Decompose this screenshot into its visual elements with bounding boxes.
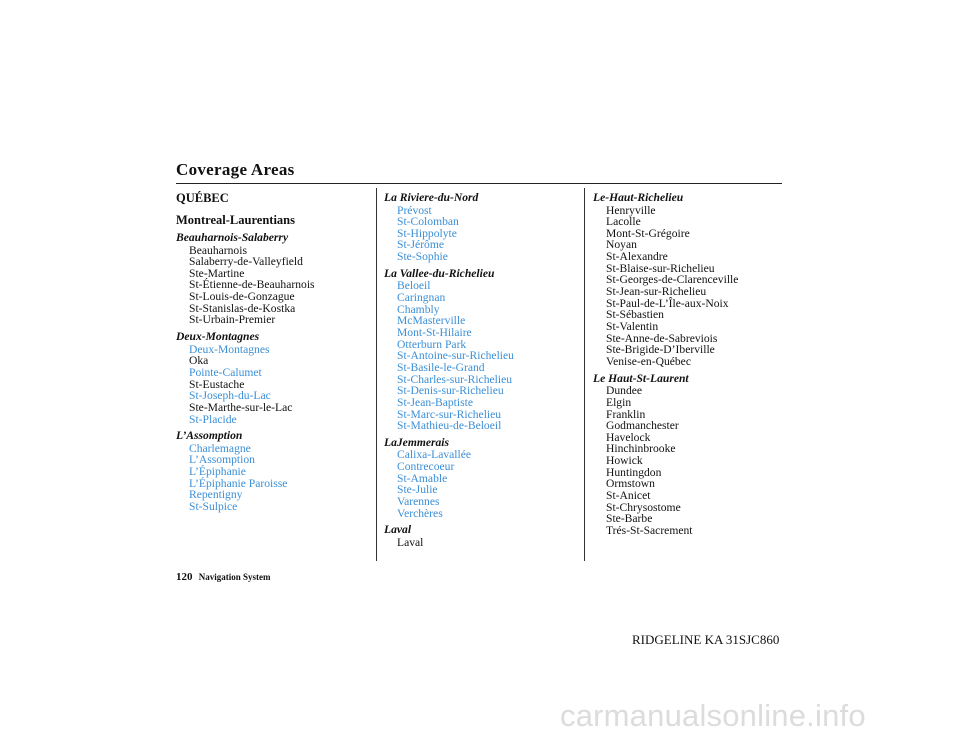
- area-item: St-Louis-de-Gonzague: [189, 290, 295, 304]
- area-link[interactable]: Contrecoeur: [397, 459, 455, 473]
- area-group: [384, 437, 574, 519]
- area-group: [384, 192, 574, 263]
- area-list: [384, 280, 574, 432]
- region-heading: Montreal-Laurentians: [176, 213, 295, 227]
- area-item: Ste-Anne-de-Sabreviois: [606, 331, 718, 345]
- area-link[interactable]: St-Joseph-du-Lac: [189, 389, 271, 403]
- area-list: [384, 449, 574, 519]
- area-item: Ste-Brigide-D’Iberville: [606, 343, 715, 357]
- area-group: [384, 524, 574, 548]
- area-item: Huntingdon: [606, 465, 662, 479]
- area-link[interactable]: Pointe-Calumet: [189, 365, 262, 379]
- area-link[interactable]: St-Denis-sur-Richelieu: [397, 384, 504, 398]
- title-divider: [176, 183, 782, 184]
- area-item: Mont-St-Grégoire: [606, 226, 690, 240]
- area-group-heading: Beauharnois-Salaberry: [176, 231, 289, 244]
- area-group-heading: La Riviere-du-Nord: [384, 191, 479, 204]
- area-group: [176, 430, 366, 512]
- area-link[interactable]: St-Colomban: [397, 215, 459, 229]
- column-divider: [584, 188, 585, 561]
- area-link[interactable]: Caringnan: [397, 290, 446, 304]
- area-link[interactable]: Beloeil: [397, 279, 431, 293]
- area-group: [384, 268, 574, 432]
- area-item: St-Eustache: [189, 377, 245, 391]
- area-item: Ste-Barbe: [606, 512, 653, 526]
- area-link[interactable]: St-Sulpice: [189, 499, 238, 513]
- area-link[interactable]: St-Hippolyte: [397, 226, 457, 240]
- area-group: [593, 192, 783, 368]
- area-group-heading: Le Haut-St-Laurent: [593, 371, 689, 385]
- area-link[interactable]: L’Assomption: [189, 453, 255, 467]
- footer-section-label: Navigation System: [198, 572, 271, 582]
- area-link[interactable]: Varennes: [397, 494, 440, 508]
- area-link[interactable]: Calixa-Lavallée: [397, 448, 472, 462]
- area-list: [384, 537, 574, 549]
- area-item: Hinchinbrooke: [606, 442, 676, 456]
- area-link[interactable]: St-Marc-sur-Richelieu: [397, 407, 502, 421]
- area-item: Lacolle: [606, 215, 641, 229]
- area-list: [176, 443, 366, 513]
- area-item: St-Anicet: [606, 489, 651, 503]
- area-group-heading: Le-Haut-Richelieu: [593, 191, 684, 204]
- area-link[interactable]: Ste-Julie: [397, 483, 438, 497]
- area-link[interactable]: Mont-St-Hilaire: [397, 325, 472, 339]
- area-group: [593, 373, 783, 537]
- area-item: St-Sébastien: [606, 308, 664, 322]
- area-group-heading: La Vallee-du-Richelieu: [384, 266, 495, 280]
- area-item: Ormstown: [606, 477, 655, 491]
- area-item: Ste-Martine: [189, 266, 245, 280]
- area-list: [176, 344, 366, 426]
- area-list: [384, 205, 574, 263]
- area-link[interactable]: St-Jérôme: [397, 238, 445, 252]
- document-code: RIDGELINE KA 31SJC860: [632, 632, 780, 647]
- area-item: Salaberry-de-Valleyfield: [189, 255, 303, 269]
- area-item: Henryville: [606, 203, 656, 217]
- area-link[interactable]: L’Épiphanie: [189, 465, 246, 478]
- area-group-heading: Laval: [384, 523, 412, 537]
- area-item: Laval: [397, 535, 424, 549]
- column-1: [176, 192, 366, 518]
- area-link[interactable]: St-Amable: [397, 471, 448, 485]
- area-item: Havelock: [606, 430, 651, 444]
- area-group-heading: Deux-Montagnes: [176, 330, 260, 344]
- area-link[interactable]: St-Placide: [189, 412, 237, 426]
- area-item: St-Urbain-Premier: [189, 313, 276, 327]
- area-item: Ste-Marthe-sur-le-Lac: [189, 400, 293, 414]
- area-item: St-Étienne-de-Beauharnois: [189, 278, 315, 292]
- area-link[interactable]: Chambly: [397, 302, 440, 316]
- area-link[interactable]: St-Jean-Baptiste: [397, 395, 473, 409]
- column-divider: [376, 188, 377, 561]
- area-link[interactable]: Otterburn Park: [397, 337, 467, 351]
- area-group: [176, 331, 366, 425]
- area-item: St-Blaise-sur-Richelieu: [606, 261, 715, 275]
- column-3: [593, 192, 783, 542]
- area-item: Howick: [606, 454, 643, 468]
- page-title: Coverage Areas: [176, 160, 295, 179]
- area-link[interactable]: Deux-Montagnes: [189, 342, 270, 356]
- page-number: 120: [176, 571, 193, 583]
- area-link[interactable]: McMasterville: [397, 314, 466, 328]
- area-item: Elgin: [606, 395, 632, 409]
- area-group: [176, 232, 366, 326]
- area-item: St-Stanislas-de-Kostka: [189, 301, 296, 315]
- area-list: [593, 385, 783, 537]
- province-heading: QUÉBEC: [176, 191, 229, 205]
- area-link[interactable]: Ste-Sophie: [397, 250, 448, 264]
- watermark-text: carmanualsonline.info: [560, 698, 866, 733]
- area-link[interactable]: St-Basile-le-Grand: [397, 360, 485, 374]
- column-2: [384, 192, 574, 553]
- area-item: Noyan: [606, 238, 637, 252]
- area-item: Venise-en-Québec: [606, 355, 691, 369]
- area-link[interactable]: St-Mathieu-de-Beloeil: [397, 419, 502, 433]
- area-link[interactable]: Repentigny: [189, 488, 243, 502]
- area-item: Oka: [189, 354, 209, 368]
- area-link[interactable]: Prévost: [397, 203, 432, 217]
- area-item: St-Paul-de-L’Île-aux-Noix: [606, 296, 729, 310]
- area-link[interactable]: Verchères: [397, 506, 443, 520]
- page-footer: [176, 571, 271, 583]
- area-list: [176, 245, 366, 327]
- area-item: Trés-St-Sacrement: [606, 524, 693, 538]
- area-item: Franklin: [606, 407, 646, 421]
- area-group-heading: LaJemmerais: [384, 435, 450, 449]
- area-item: Dundee: [606, 384, 643, 398]
- area-link[interactable]: St-Charles-sur-Richelieu: [397, 372, 513, 386]
- area-item: St-Jean-sur-Richelieu: [606, 285, 707, 299]
- area-item: Godmanchester: [606, 419, 679, 433]
- area-item: St-Valentin: [606, 320, 659, 334]
- area-link[interactable]: St-Antoine-sur-Richelieu: [397, 349, 514, 363]
- area-item: Beauharnois: [189, 243, 247, 257]
- area-link[interactable]: Charlemagne: [189, 441, 251, 455]
- area-item: St-Georges-de-Clarenceville: [606, 273, 739, 287]
- area-group-heading: L’Assomption: [176, 429, 243, 443]
- area-link[interactable]: L’Épiphanie Paroisse: [189, 476, 288, 490]
- area-list: [593, 205, 783, 368]
- area-item: St-Alexandre: [606, 250, 668, 264]
- area-item: St-Chrysostome: [606, 500, 681, 514]
